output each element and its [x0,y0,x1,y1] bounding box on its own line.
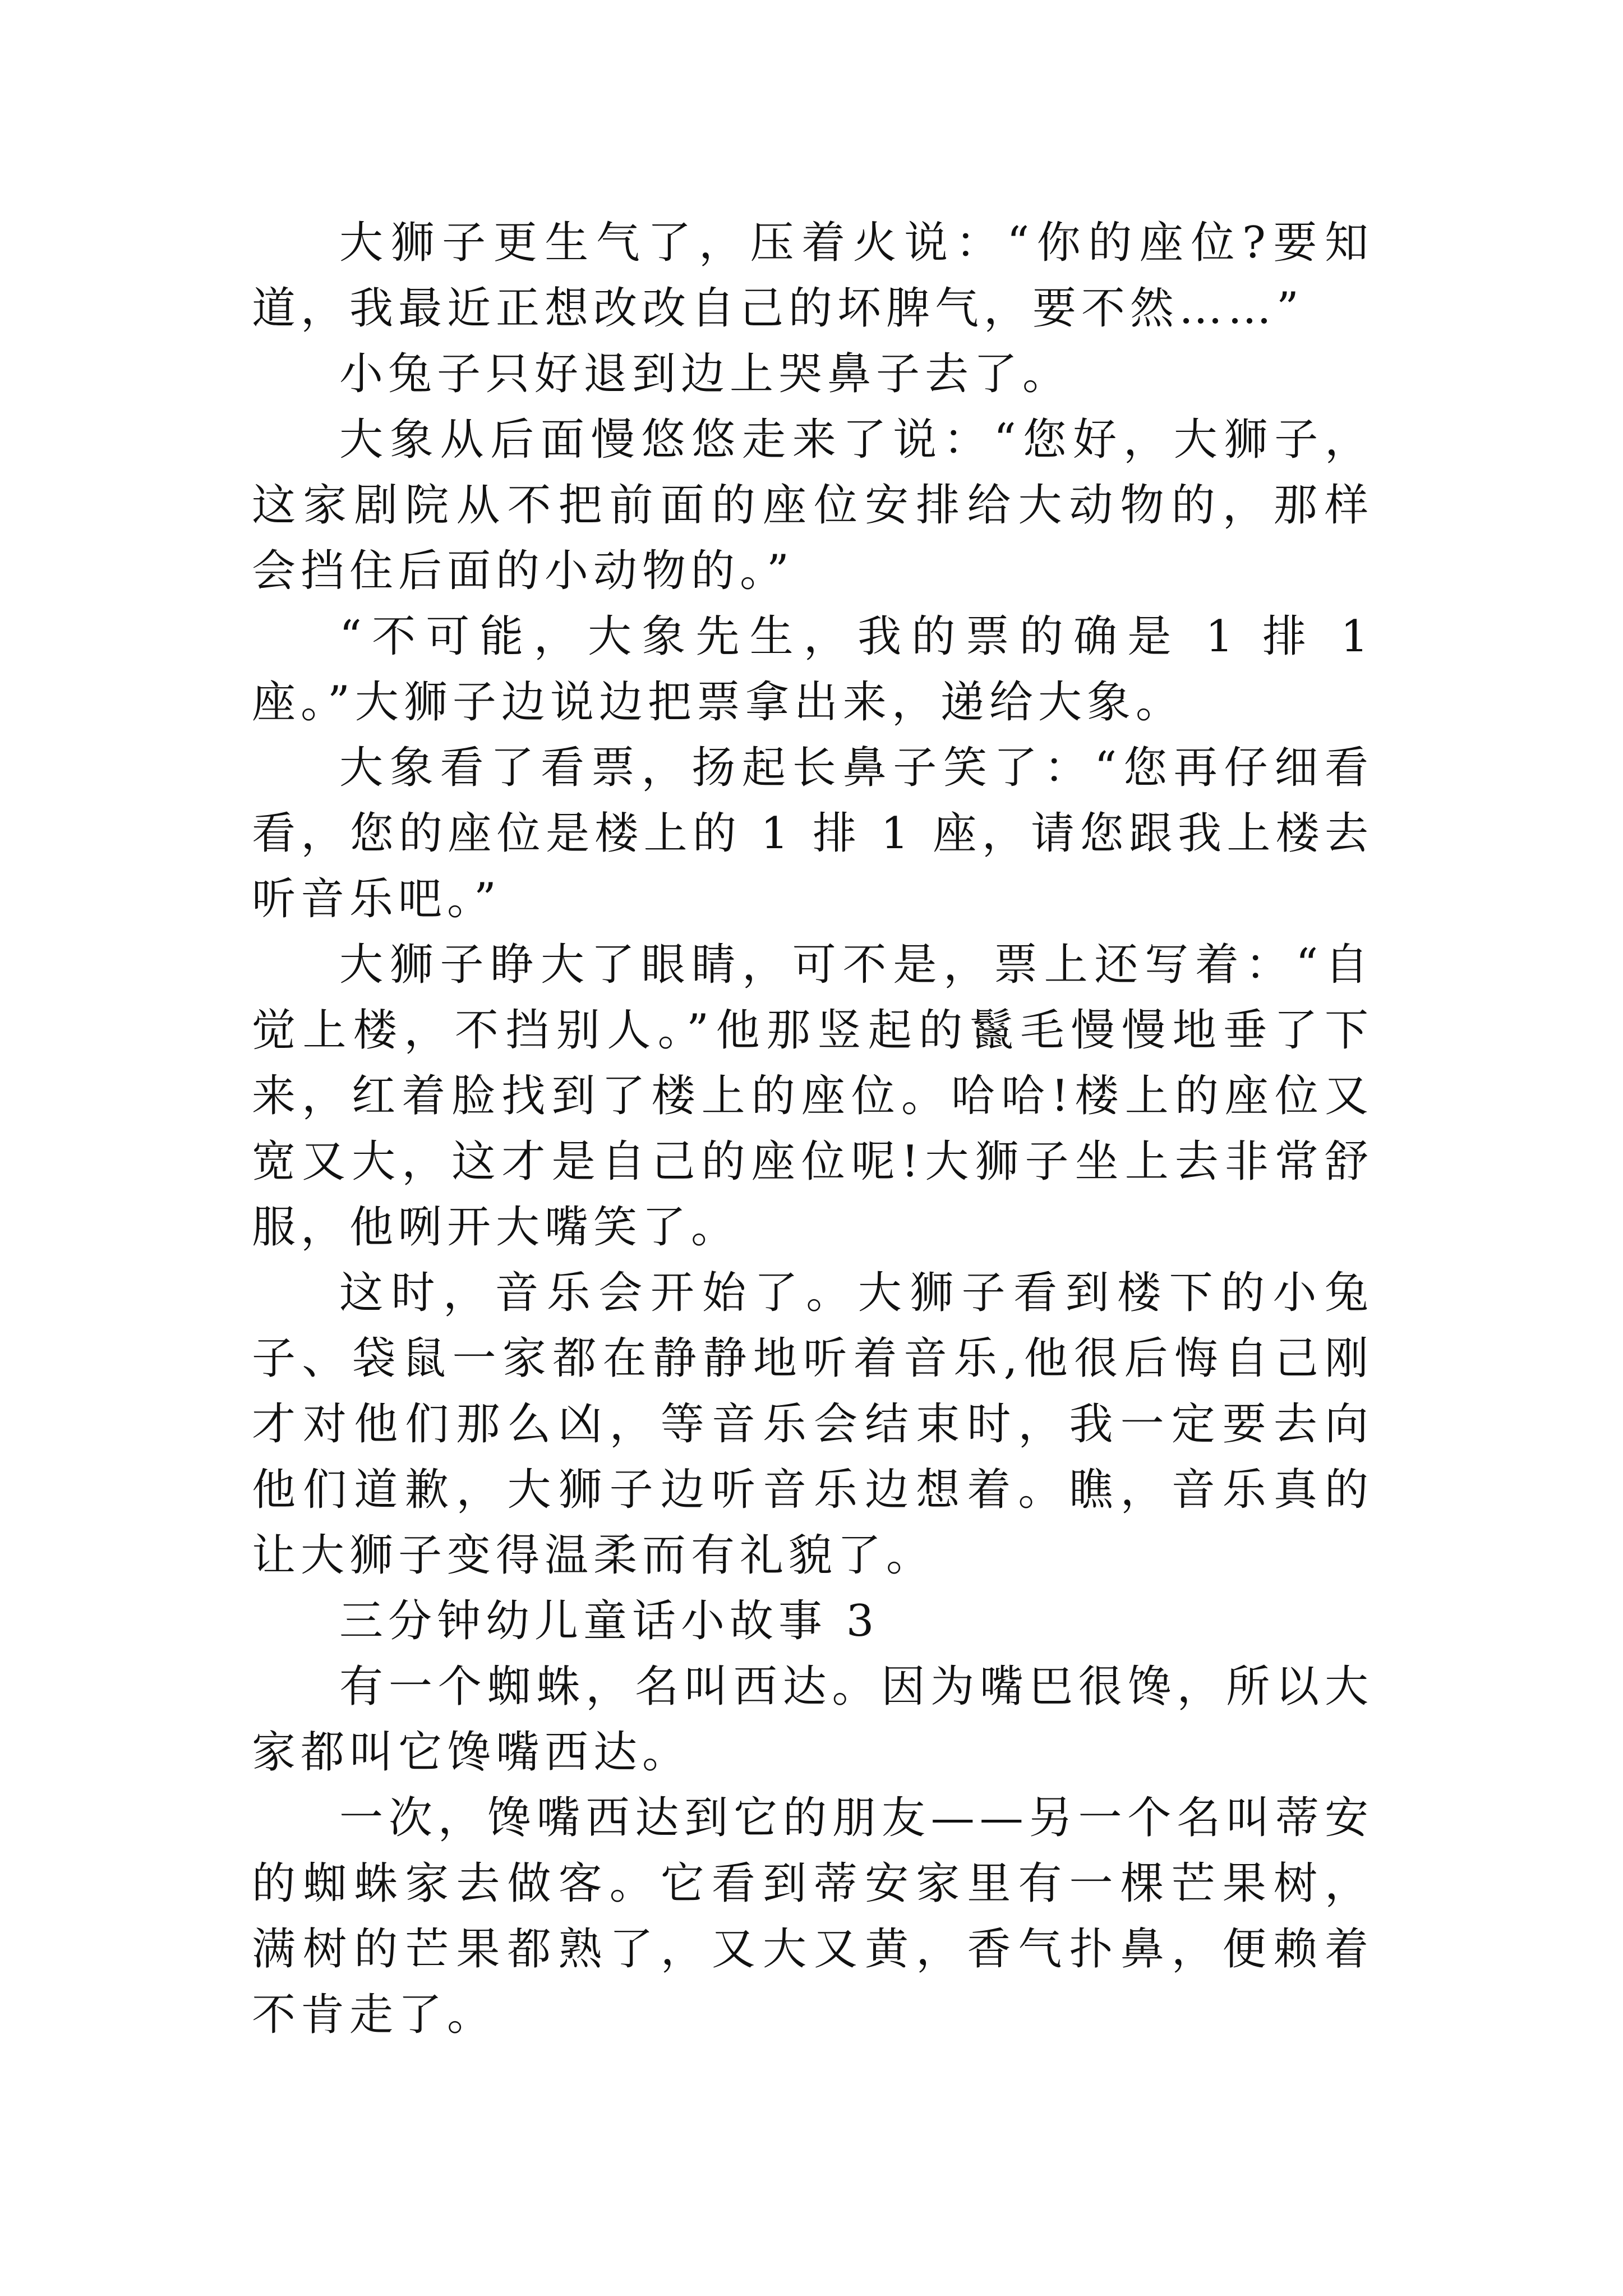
story-heading: 三分钟幼儿童话小故事 3 [339,1596,879,1646]
document-body [252,210,1373,2048]
paragraph-lion-upstairs: 大狮子睁大了眼睛，可不是，票上还写着：“自觉上楼，不挡别人。”他那竖起的鬣毛慢慢地垂了下来，红着脸找到了楼上的座位。哈哈!楼上的座位又宽又大，这才是自己的座位呢!大狮子坐上去非常舒服，他咧开大嘴笑了。 [252,940,1373,1253]
paragraph-spider-visit: 一次，馋嘴西达到它的朋友——另一个名叫蒂安的蜘蛛家去做客。它看到蒂安家里有一棵芒果树，满树的芒果都熟了，又大又黄，香气扑鼻，便赖着不肯走了。 [252,1793,1373,2040]
paragraph-spider-intro: 有一个蜘蛛，名叫西达。因为嘴巴很馋，所以大家都叫它馋嘴西达。 [252,1662,1373,1778]
paragraph-lion-angry: 大狮子更生气了，压着火说：“你的座位?要知道，我最近正想改改自己的坏脾气，要不然……” [252,218,1373,334]
paragraph-elephant-speaks: 大象从后面慢悠悠走来了说：“您好，大狮子，这家剧院从不把前面的座位安排给大动物的，那样会挡住后面的小动物的。” [252,415,1373,596]
paragraph-lion-ticket: “不可能，大象先生，我的票的确是 1 排 1 座。”大狮子边说边把票拿出来，递给大象。 [252,611,1373,728]
paragraph-rabbit-cries: 小兔子只好退到边上哭鼻子去了。 [339,349,1072,399]
paragraph-elephant-reads-ticket: 大象看了看票，扬起长鼻子笑了：“您再仔细看看，您的座位是楼上的 1 排 1 座，请您跟我上楼去听音乐吧。” [252,743,1373,924]
paragraph-concert-begins: 这时，音乐会开始了。大狮子看到楼下的小兔子、袋鼠一家都在静静地听着音乐,他很后悔自己刚才对他们那么凶，等音乐会结束时，我一定要去向他们道歉，大狮子边听音乐边想着。瞧，音乐真的让大狮子变得温柔而有礼貌了。 [252,1268,1373,1581]
